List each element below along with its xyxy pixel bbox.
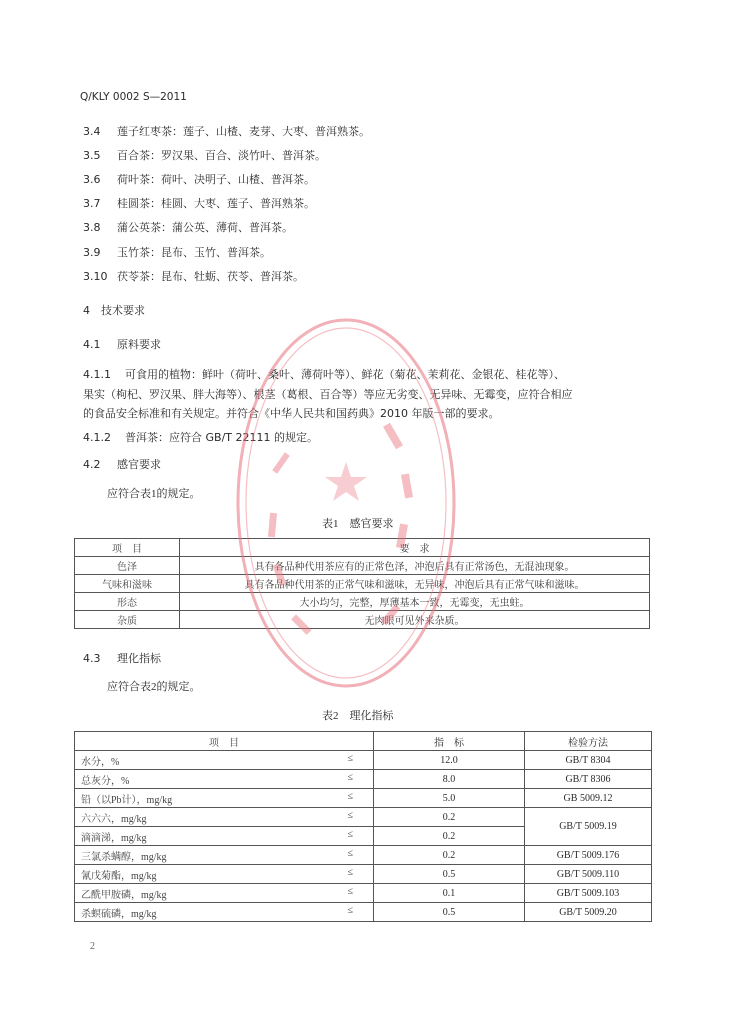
table-cell: 0.5: [374, 865, 525, 884]
list-item: 3.5 百合茶：罗汉果、百合、淡竹叶、普洱茶。: [83, 149, 326, 162]
paragraph-line: 的食品安全标准和有关规定。并符合《中华人民共和国药典》2010 年版一部的要求。: [83, 407, 500, 420]
table-cell: 8.0: [374, 770, 525, 789]
table2-caption: 表2 理化指标: [322, 710, 394, 722]
list-item: 3.7 桂圆茶：桂圆、大枣、莲子、普洱熟茶。: [83, 197, 315, 210]
table-cell: 0.1: [374, 884, 525, 903]
section-heading: 4.3 理化指标: [83, 652, 161, 665]
table-cell: 乙酰甲胺磷，mg/kg ≤: [75, 884, 374, 903]
paragraph-line: 果实（枸杞、罗汉果、胖大海等）、根茎（葛根、百合等）等应无劣变、无异味、无霉变，应符合相应: [83, 388, 573, 401]
table-row: [75, 789, 652, 808]
table-header-row: [75, 539, 650, 557]
table-cell: 大小均匀，完整，厚薄基本一致，无霉变，无虫蛀。: [180, 593, 650, 611]
table-cell: GB/T 5009.19: [525, 808, 652, 846]
table-cell: 水分，% ≤: [75, 751, 374, 770]
table-header-cell: 要 求: [180, 539, 650, 557]
list-item: 3.9 玉竹茶：昆布、玉竹、普洱茶。: [83, 246, 271, 259]
table-row: [75, 751, 652, 770]
table-row: [75, 611, 650, 629]
doc-code: Q/KLY 0002 S—2011: [80, 91, 187, 103]
table-cell: 0.5: [374, 903, 525, 922]
list-item: 3.4 莲子红枣茶：莲子、山楂、麦芽、大枣、普洱熟茶。: [83, 125, 370, 138]
table-cell: GB/T 5009.110: [525, 865, 652, 884]
table-cell: 0.2: [374, 808, 525, 827]
table-row: [75, 557, 650, 575]
table-cell: GB/T 5009.103: [525, 884, 652, 903]
table-cell: 0.2: [374, 827, 525, 846]
sensory-requirements-table: [74, 538, 650, 629]
table-header-cell: 项 目: [75, 732, 374, 751]
table-cell: 5.0: [374, 789, 525, 808]
list-item: 3.6 荷叶茶：荷叶、决明子、山楂、普洱茶。: [83, 173, 315, 186]
table-row: [75, 865, 652, 884]
table-row: [75, 575, 650, 593]
paragraph-line: 4.1.1 可食用的植物：鲜叶（荷叶、桑叶、薄荷叶等）、鲜花（菊花、茉莉花、金银花、桂花等）、: [83, 368, 565, 381]
paragraph-line: 4.1.2 普洱茶：应符合 GB/T 22111 的规定。: [83, 431, 318, 444]
table-cell: 气味和滋味: [75, 575, 180, 593]
list-item: 3.8 蒲公英茶：蒲公英、薄荷、普洱茶。: [83, 221, 293, 234]
table-cell: GB 5009.12: [525, 789, 652, 808]
table-row: [75, 770, 652, 789]
table-reference-note: 应符合表1的规定。: [107, 488, 201, 500]
table-cell: 具有各品种代用茶应有的正常色泽，冲泡后具有正常汤色，无混浊现象。: [180, 557, 650, 575]
table-cell: 无肉眼可见外来杂质。: [180, 611, 650, 629]
table-header-cell: 指 标: [374, 732, 525, 751]
section-heading: 4.1 原料要求: [83, 338, 161, 351]
table-cell: 12.0: [374, 751, 525, 770]
table-header-cell: 项 目: [75, 539, 180, 557]
table-cell: 铅（以Pb计），mg/kg ≤: [75, 789, 374, 808]
section-heading: 4 技术要求: [83, 304, 145, 317]
table-cell: 杀螟硫磷，mg/kg ≤: [75, 903, 374, 922]
list-item: 3.10 茯苓茶：昆布、牡蛎、茯苓、普洱茶。: [83, 270, 304, 283]
table-cell: GB/T 8306: [525, 770, 652, 789]
table-cell: GB/T 8304: [525, 751, 652, 770]
table-cell: 色泽: [75, 557, 180, 575]
table-cell: GB/T 5009.176: [525, 846, 652, 865]
table-row: [75, 808, 652, 827]
table-row: [75, 884, 652, 903]
table-row: [75, 593, 650, 611]
table-cell: 0.2: [374, 846, 525, 865]
table-cell: 具有各品种代用茶的正常气味和滋味，无异味，冲泡后具有正常气味和滋味。: [180, 575, 650, 593]
table-header-row: [75, 732, 652, 751]
table-cell: 氰戊菊酯，mg/kg ≤: [75, 865, 374, 884]
section-heading: 4.2 感官要求: [83, 458, 161, 471]
table-cell: 滴滴涕，mg/kg ≤: [75, 827, 374, 846]
table-reference-note: 应符合表2的规定。: [107, 681, 201, 693]
table-cell: 三氯杀螨醇，mg/kg ≤: [75, 846, 374, 865]
table-cell: 总灰分，% ≤: [75, 770, 374, 789]
table-cell: 杂质: [75, 611, 180, 629]
page-number: 2: [90, 941, 95, 952]
table-cell: GB/T 5009.20: [525, 903, 652, 922]
table1-caption: 表1 感官要求: [322, 518, 394, 530]
table-row: [75, 903, 652, 922]
table-row: [75, 846, 652, 865]
table-cell: 形态: [75, 593, 180, 611]
table-cell: 六六六，mg/kg ≤: [75, 808, 374, 827]
physicochemical-indicators-table: [74, 731, 652, 922]
table-header-cell: 检验方法: [525, 732, 652, 751]
